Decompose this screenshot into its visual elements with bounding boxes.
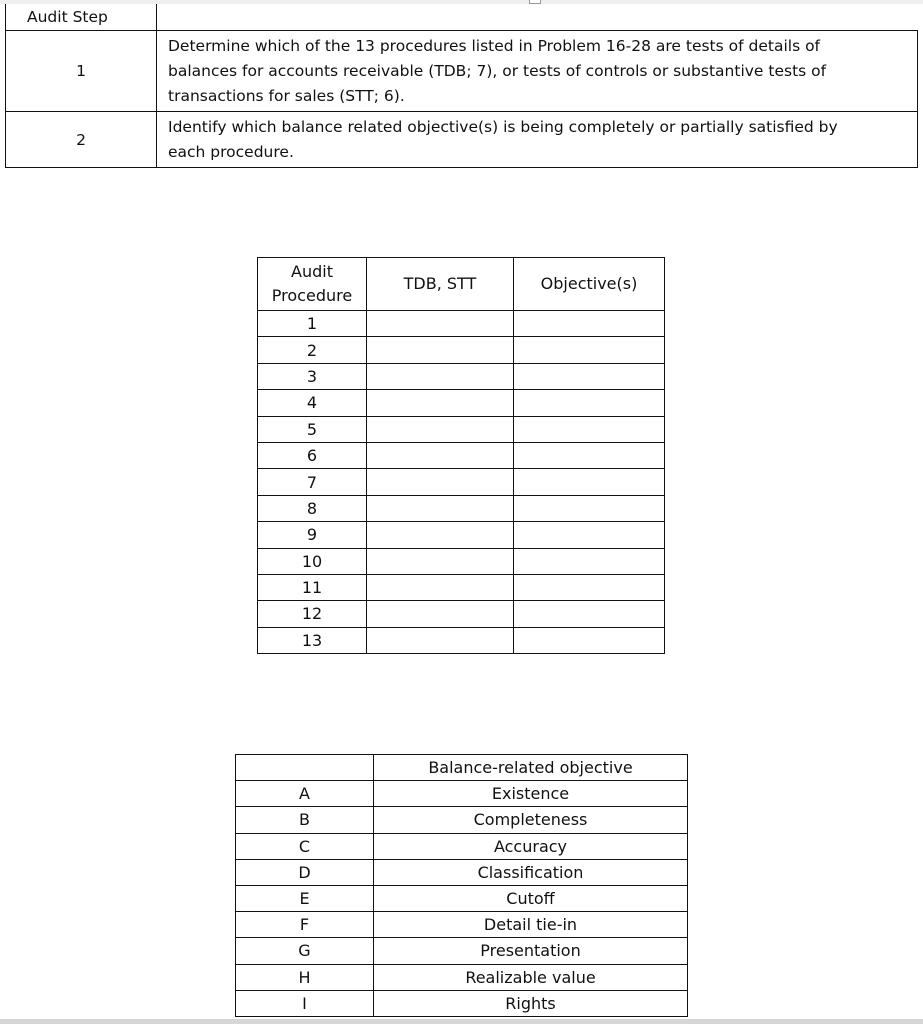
tdb-stt-cell[interactable] — [367, 469, 514, 495]
step-description-line: balances for accounts receivable (TDB; 7), or tests of controls or substantive tests of — [168, 62, 827, 80]
step-number: 1 — [6, 31, 157, 112]
tdb-stt-cell[interactable] — [367, 442, 514, 468]
procedure-row — [258, 363, 665, 389]
objectives-cell[interactable] — [514, 522, 665, 548]
objective-row — [236, 833, 688, 859]
objective-name: Realizable value — [374, 964, 688, 990]
procedure-number: 8 — [258, 495, 367, 521]
audit-steps-table — [5, 4, 918, 168]
objective-letter: E — [236, 885, 374, 911]
objective-name: Rights — [374, 990, 688, 1016]
step-description-line: Identify which balance related objective(s) is being completely or partially satisfied by — [168, 118, 838, 136]
procedure-row — [258, 495, 665, 521]
objectives-cell[interactable] — [514, 601, 665, 627]
objective-letter: G — [236, 938, 374, 964]
step-description-line: Determine which of the 13 procedures listed in Problem 16-28 are tests of details of — [168, 37, 821, 55]
objectives-body — [236, 781, 688, 1017]
procedure-number: 10 — [258, 548, 367, 574]
procedure-row — [258, 311, 665, 337]
balance-objectives-table — [235, 754, 688, 1017]
objectives-header-row — [236, 755, 688, 781]
objective-name: Cutoff — [374, 885, 688, 911]
objectives-cell[interactable] — [514, 442, 665, 468]
audit-procedures-table — [257, 257, 665, 654]
objective-letter: H — [236, 964, 374, 990]
steps-header-row — [6, 4, 918, 31]
objective-row — [236, 964, 688, 990]
step-description-line: each procedure. — [168, 143, 294, 161]
procedures-header-row — [258, 258, 665, 311]
objectives-cell[interactable] — [514, 390, 665, 416]
procedure-number: 11 — [258, 574, 367, 600]
objective-name: Accuracy — [374, 833, 688, 859]
procedure-row — [258, 548, 665, 574]
procedure-row — [258, 337, 665, 363]
objective-row — [236, 781, 688, 807]
objectives-cell[interactable] — [514, 574, 665, 600]
procedure-number: 9 — [258, 522, 367, 548]
tdb-stt-cell[interactable] — [367, 522, 514, 548]
procedure-number: 5 — [258, 416, 367, 442]
procedure-row — [258, 522, 665, 548]
objectives-cell[interactable] — [514, 627, 665, 653]
bottom-scroll-bar — [0, 1019, 923, 1024]
objective-row — [236, 990, 688, 1016]
objectives-cell[interactable] — [514, 363, 665, 389]
tdb-stt-cell[interactable] — [367, 627, 514, 653]
procedure-number: 2 — [258, 337, 367, 363]
objectives-cell[interactable] — [514, 337, 665, 363]
audit-procedure-header-line: Procedure — [271, 286, 353, 305]
procedures-body — [258, 311, 665, 654]
procedure-row — [258, 390, 665, 416]
audit-step-header: Audit Step — [6, 4, 157, 31]
tdb-stt-cell[interactable] — [367, 495, 514, 521]
procedure-number: 3 — [258, 363, 367, 389]
objective-name: Classification — [374, 859, 688, 885]
objectives-header: Objective(s) — [514, 258, 665, 311]
procedure-row — [258, 416, 665, 442]
tdb-stt-cell[interactable] — [367, 574, 514, 600]
objective-name: Detail tie-in — [374, 912, 688, 938]
step-description — [157, 112, 918, 168]
tdb-stt-cell[interactable] — [367, 363, 514, 389]
objective-row — [236, 885, 688, 911]
steps-header-blank-cell — [157, 4, 918, 31]
tdb-stt-cell[interactable] — [367, 337, 514, 363]
step-number: 2 — [6, 112, 157, 168]
procedure-number: 1 — [258, 311, 367, 337]
objective-letter-header-blank — [236, 755, 374, 781]
procedure-row — [258, 601, 665, 627]
procedure-number: 6 — [258, 442, 367, 468]
tdb-stt-cell[interactable] — [367, 416, 514, 442]
procedure-row — [258, 627, 665, 653]
step-row — [6, 31, 918, 112]
tdb-stt-cell[interactable] — [367, 311, 514, 337]
objective-letter: A — [236, 781, 374, 807]
tdb-stt-cell[interactable] — [367, 390, 514, 416]
step-description — [157, 31, 918, 112]
procedure-number: 7 — [258, 469, 367, 495]
objectives-cell[interactable] — [514, 495, 665, 521]
objectives-cell[interactable] — [514, 548, 665, 574]
objective-letter: C — [236, 833, 374, 859]
objective-name: Completeness — [374, 807, 688, 833]
objective-letter: B — [236, 807, 374, 833]
procedure-row — [258, 574, 665, 600]
objective-row — [236, 938, 688, 964]
objective-row — [236, 807, 688, 833]
objectives-cell[interactable] — [514, 416, 665, 442]
objective-letter: D — [236, 859, 374, 885]
objective-row — [236, 859, 688, 885]
step-row — [6, 112, 918, 168]
objective-letter: F — [236, 912, 374, 938]
objective-name: Existence — [374, 781, 688, 807]
procedure-number: 13 — [258, 627, 367, 653]
objective-row — [236, 912, 688, 938]
objective-letter: I — [236, 990, 374, 1016]
procedure-number: 4 — [258, 390, 367, 416]
procedure-row — [258, 442, 665, 468]
tdb-stt-cell[interactable] — [367, 601, 514, 627]
tdb-stt-header: TDB, STT — [367, 258, 514, 311]
objectives-cell[interactable] — [514, 311, 665, 337]
audit-procedure-header-line: Audit — [291, 262, 333, 281]
balance-related-objective-header: Balance-related objective — [374, 755, 688, 781]
procedure-number: 12 — [258, 601, 367, 627]
objectives-cell[interactable] — [514, 469, 665, 495]
audit-procedure-header — [258, 258, 367, 311]
procedure-row — [258, 469, 665, 495]
step-description-line: transactions for sales (STT; 6). — [168, 87, 405, 105]
objective-name: Presentation — [374, 938, 688, 964]
tdb-stt-cell[interactable] — [367, 548, 514, 574]
